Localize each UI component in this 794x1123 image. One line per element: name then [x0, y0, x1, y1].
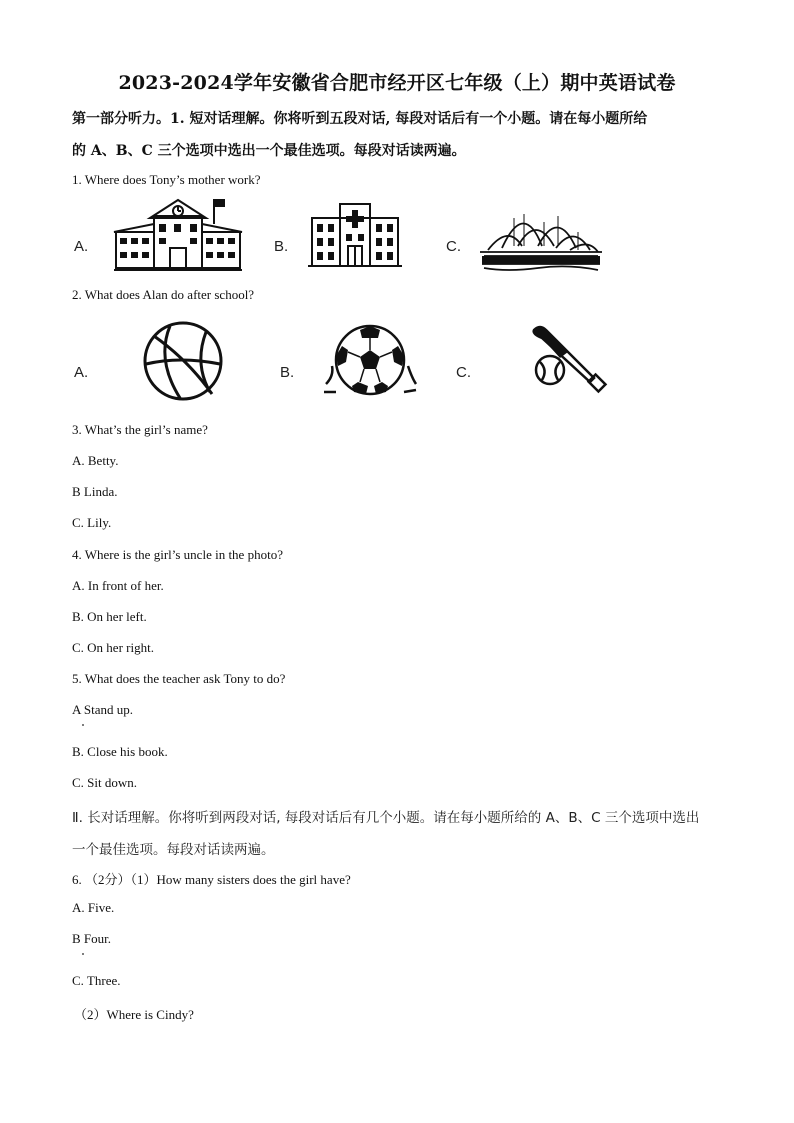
q1-option-c-letter: C. — [446, 238, 461, 255]
q4-option-b[interactable]: B. On her left. — [72, 609, 147, 624]
q5-option-c[interactable]: C. Sit down. — [72, 775, 138, 790]
page-title: 2023-2024学年安徽省合肥市经开区七年级（上）期中英语试卷 — [118, 72, 676, 94]
basketball-icon[interactable] — [140, 320, 226, 402]
question-6: 6. （2分）（1）How many sisters does the girl have? — [72, 872, 351, 887]
stray-dot — [82, 953, 84, 955]
q6-option-c[interactable]: C. Three. — [72, 973, 121, 988]
q2-option-c-letter: C. — [456, 364, 471, 381]
q1-option-a-letter: A. — [74, 238, 89, 255]
school-building-icon[interactable] — [112, 196, 244, 274]
q6-option-b[interactable]: B Four. — [72, 931, 112, 946]
q4-option-c[interactable]: C. On her right. — [72, 640, 154, 655]
part2-instruction-line1: Ⅱ. 长对话理解。你将听到两段对话, 每段对话后有几个小题。请在每小题所给的 A、B、C 三个选项中选出 — [72, 810, 700, 826]
q3-option-a[interactable]: A. Betty. — [72, 453, 119, 468]
q3-option-c[interactable]: C. Lily. — [72, 515, 112, 530]
stray-dot — [82, 724, 84, 726]
opera-house-icon[interactable] — [478, 198, 604, 274]
q2-option-a-letter: A. — [74, 364, 89, 381]
soccer-ball-icon[interactable] — [322, 322, 418, 398]
baseball-bat-icon[interactable] — [528, 322, 612, 396]
q1-option-b-letter: B. — [274, 238, 289, 255]
q2-option-b-letter: B. — [280, 364, 295, 381]
question-5: 5. What does the teacher ask Tony to do? — [72, 671, 286, 686]
q3-option-b[interactable]: B Linda. — [72, 484, 118, 499]
question-2: 2. What does Alan do after school? — [72, 287, 255, 302]
part1-instruction-line2: 的 A、B、C 三个选项中选出一个最佳选项。每段对话读两遍。 — [72, 143, 466, 159]
question-1: 1. Where does Tony’s mother work? — [72, 172, 261, 187]
hospital-icon[interactable] — [306, 202, 404, 270]
part2-instruction-line2: 一个最佳选项。每段对话读两遍。 — [72, 842, 275, 858]
q5-option-a[interactable]: A Stand up. — [72, 702, 134, 717]
question-6-sub2: （2）Where is Cindy? — [74, 1007, 194, 1022]
q4-option-a[interactable]: A. In front of her. — [72, 578, 164, 593]
q5-option-b[interactable]: B. Close his book. — [72, 744, 168, 759]
question-4: 4. Where is the girl’s uncle in the photo? — [72, 547, 283, 562]
part1-instruction-line1: 第一部分听力。1. 短对话理解。你将听到五段对话, 每段对话后有一个小题。请在每小题所给 — [72, 111, 648, 127]
q6-option-a[interactable]: A. Five. — [72, 900, 115, 915]
question-3: 3. What’s the girl’s name? — [72, 422, 208, 437]
